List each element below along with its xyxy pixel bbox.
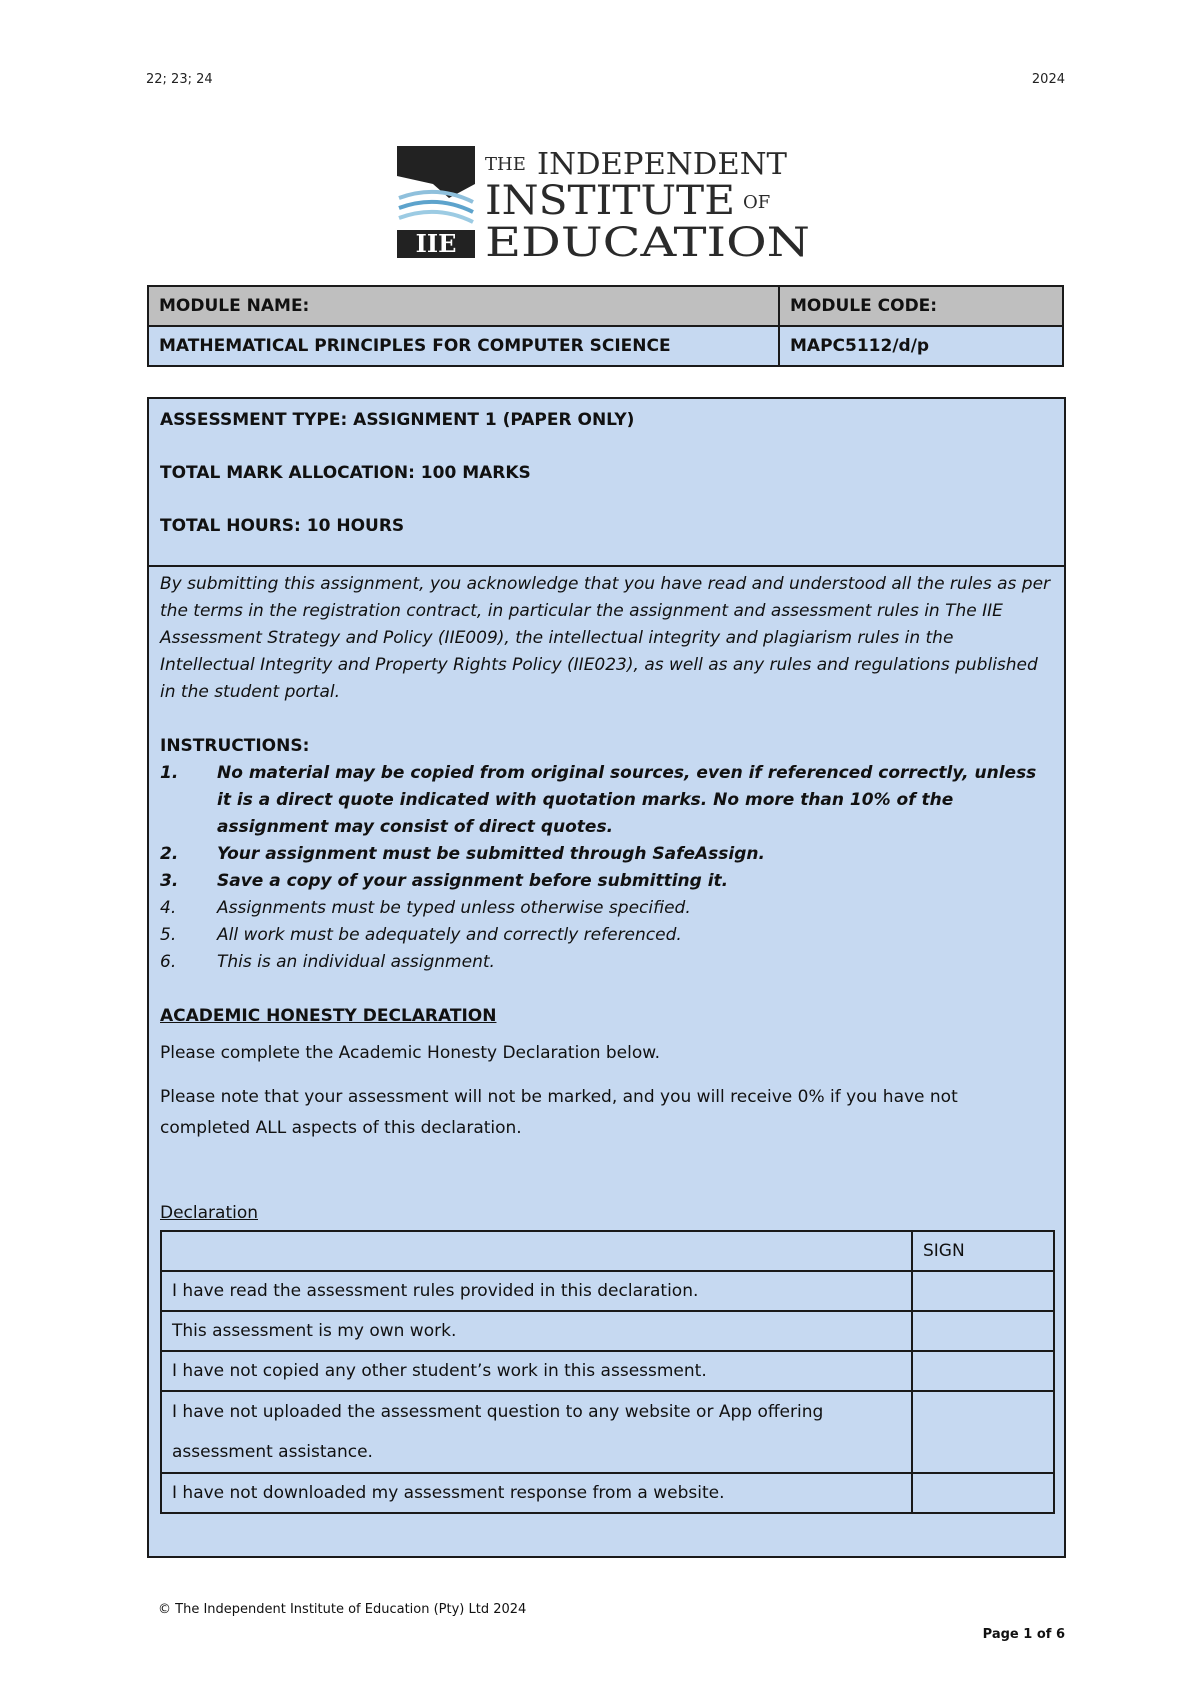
instruction-item (160, 949, 1053, 976)
module-code-value: MAPC5112/d/p (779, 326, 1063, 366)
instruction-text: Your assignment must be submitted through SafeAssign. (217, 844, 765, 864)
instruction-number: 5. (160, 925, 177, 945)
logo-institute-text: INSTITUTE (485, 178, 735, 224)
header-left-text: 22; 23; 24 (146, 72, 213, 87)
declaration-header-row (161, 1231, 1054, 1271)
honesty-declaration-title: ACADEMIC HONESTY DECLARATION (160, 1006, 497, 1026)
declaration-title: Declaration (160, 1203, 259, 1223)
instruction-item (160, 760, 1053, 841)
declaration-table (160, 1230, 1055, 1514)
module-header-row (148, 286, 1063, 326)
declaration-row (161, 1391, 1054, 1473)
sign-header: SIGN (912, 1231, 1054, 1271)
declaration-row (161, 1473, 1054, 1513)
sign-cell[interactable] (912, 1271, 1054, 1311)
honesty-instruction: Please complete the Academic Honesty Declaration below. (160, 1043, 660, 1063)
module-value-row (148, 326, 1063, 366)
logo-iie-text: IIE (415, 229, 457, 258)
rules-acknowledgement: By submitting this assignment, you acknowledge that you have read and understood all the rules as per the terms in the registration contract, in particular the assignment and assessment rules in The IIE Assessment Strategy and Policy (IIE009), the intellectual integrity and plagiarism rules in the Intellectual Integrity and Property Rights Policy (IIE023), as well as any rules and regulations published in the student portal. (160, 574, 1051, 702)
logo-education-text: EDUCATION (485, 220, 810, 260)
total-marks: TOTAL MARK ALLOCATION: 100 MARKS (160, 463, 531, 483)
logo-wave-3 (399, 212, 473, 222)
instruction-item (160, 922, 1053, 949)
sign-cell[interactable] (912, 1311, 1054, 1351)
declaration-row (161, 1271, 1054, 1311)
footer-copyright: © The Independent Institute of Education (Pty) Ltd 2024 (158, 1602, 527, 1617)
declaration-row (161, 1351, 1054, 1391)
honesty-warning: Please note that your assessment will not be marked, and you will receive 0% if you have not completed ALL aspects of this declaration. (160, 1087, 958, 1138)
module-code-label: MODULE CODE: (779, 286, 1063, 326)
institute-logo (397, 140, 817, 260)
logo-graphic (397, 140, 817, 260)
logo-the-text: THE (485, 154, 526, 175)
instruction-item (160, 841, 1053, 868)
declaration-statement: This assessment is my own work. (161, 1311, 912, 1351)
instruction-number: 1. (160, 763, 179, 783)
declaration-statement: I have not copied any other student’s work in this assessment. (161, 1351, 912, 1391)
assessment-type: ASSESSMENT TYPE: ASSIGNMENT 1 (PAPER ONLY) (160, 410, 635, 430)
module-name-value: MATHEMATICAL PRINCIPLES FOR COMPUTER SCIENCE (148, 326, 779, 366)
instruction-number: 6. (160, 952, 177, 972)
instruction-item (160, 895, 1053, 922)
instruction-text: This is an individual assignment. (217, 952, 495, 972)
total-hours: TOTAL HOURS: 10 HOURS (160, 516, 405, 536)
instruction-number: 2. (160, 844, 179, 864)
module-info-table (147, 285, 1064, 367)
instructions-title: INSTRUCTIONS: (160, 736, 310, 756)
declaration-row (161, 1311, 1054, 1351)
instruction-number: 3. (160, 871, 179, 891)
instruction-item (160, 868, 1053, 895)
sign-cell[interactable] (912, 1351, 1054, 1391)
assessment-summary (149, 399, 1064, 567)
logo-independent-text: INDEPENDENT (537, 147, 787, 182)
sign-cell[interactable] (912, 1391, 1054, 1473)
module-name-label: MODULE NAME: (148, 286, 779, 326)
header-right-year: 2024 (1031, 72, 1065, 87)
page-number: Page 1 of 6 (982, 1627, 1065, 1642)
instruction-text: No material may be copied from original sources, even if referenced correctly, unless it is a direct quote indicated with quotation marks. No more than 10% of the assignment may consist of direct quotes. (217, 763, 1037, 837)
sign-cell[interactable] (912, 1473, 1054, 1513)
instruction-text: All work must be adequately and correctly referenced. (217, 925, 682, 945)
declaration-statement: I have not downloaded my assessment response from a website. (161, 1473, 912, 1513)
logo-of-text: OF (743, 192, 771, 213)
instruction-number: 4. (160, 898, 177, 918)
assessment-box (147, 397, 1066, 1558)
assessment-body (149, 567, 1064, 1514)
instructions-list (160, 760, 1053, 976)
declaration-statement: I have not uploaded the assessment question to any website or App offering assessment assistance. (161, 1391, 912, 1473)
instruction-text: Save a copy of your assignment before submitting it. (217, 871, 729, 891)
declaration-statement: I have read the assessment rules provided in this declaration. (161, 1271, 912, 1311)
declaration-statement-header (161, 1231, 912, 1271)
instruction-text: Assignments must be typed unless otherwise specified. (217, 898, 691, 918)
